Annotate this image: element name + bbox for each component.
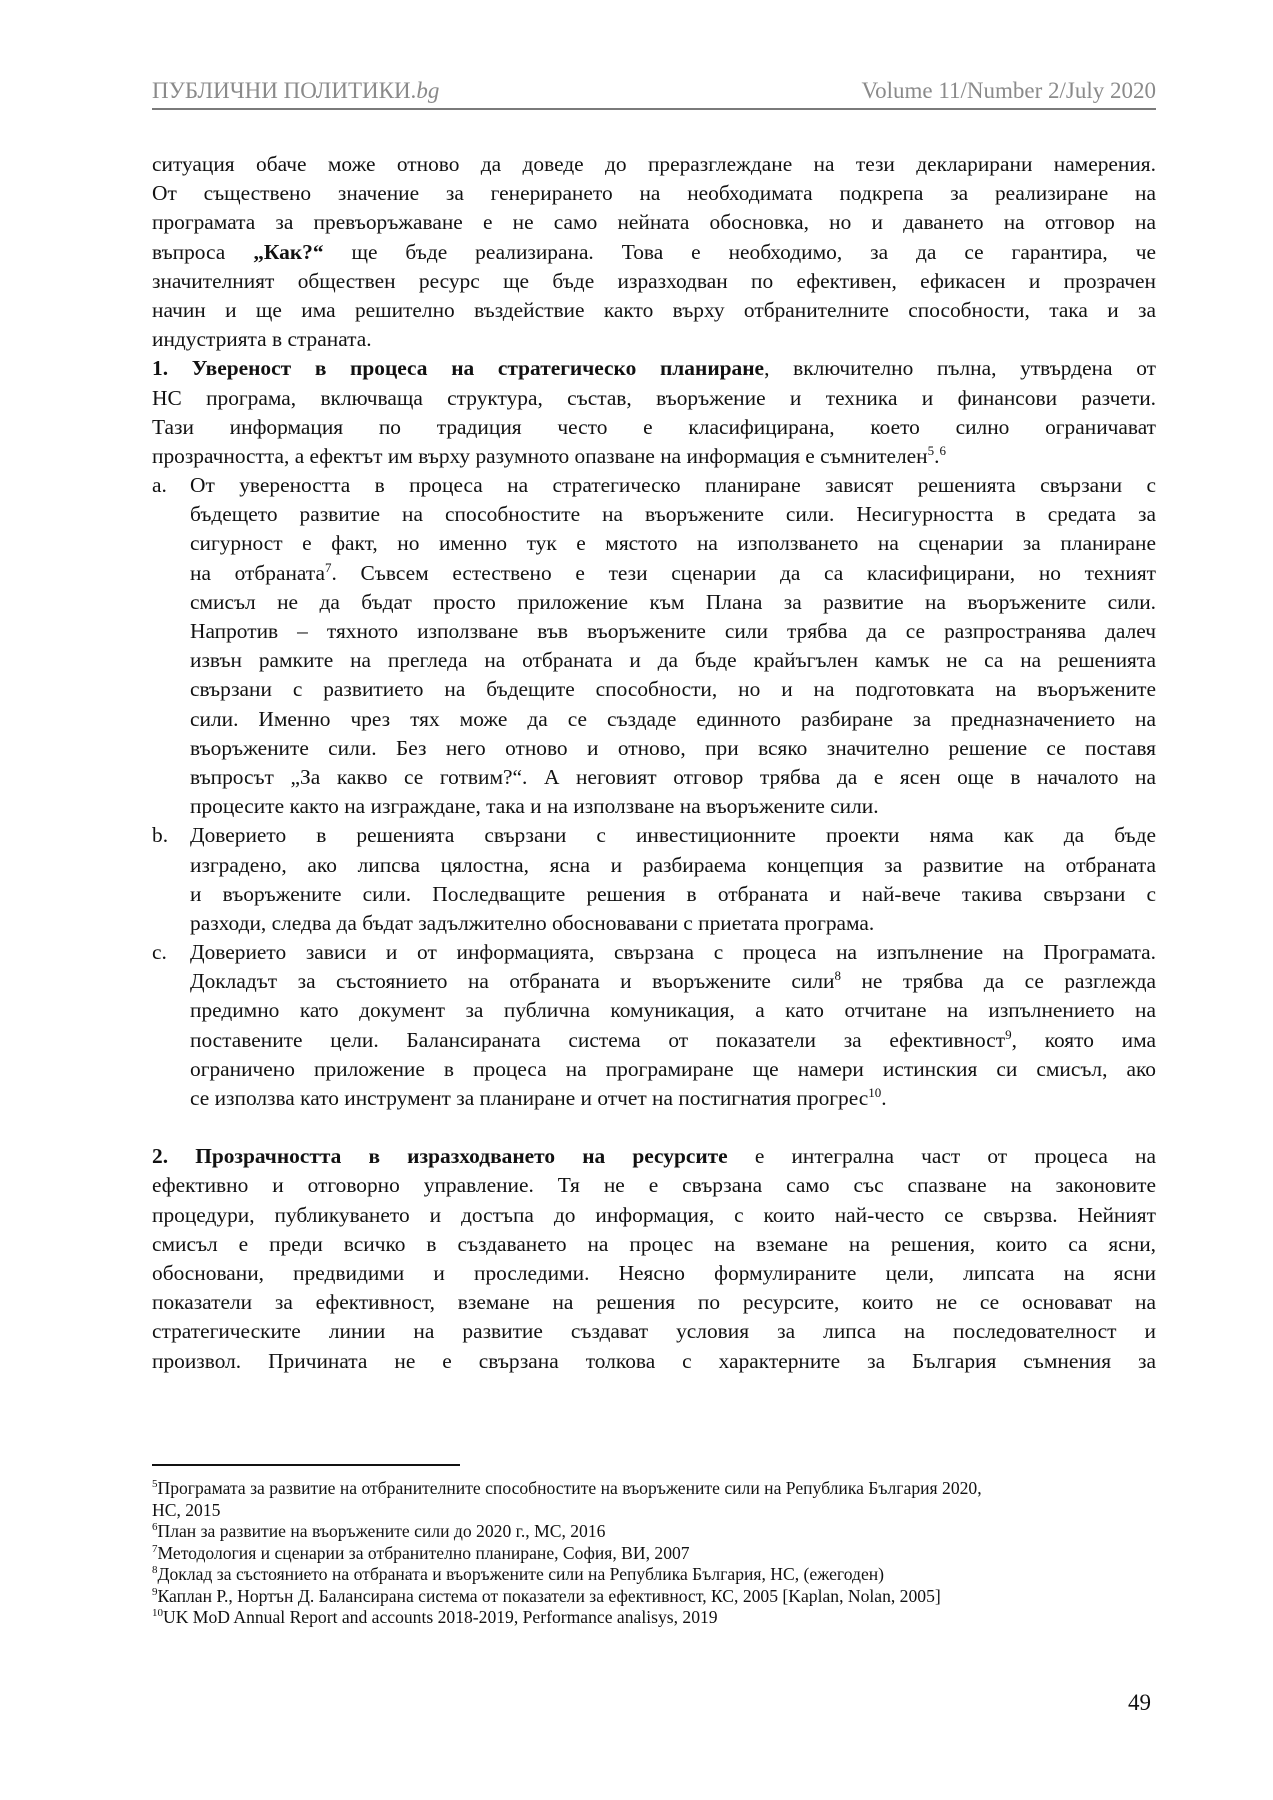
footnote-ref-7[interactable]: 7	[324, 559, 332, 575]
page-number: 49	[1128, 1690, 1151, 1715]
text-line: програмата за превъоръжаване е не само нейната обосновка, но и даването на отговор на	[152, 210, 1156, 235]
text-line: Докладът за състоянието на отбраната и въоръжените сили$^8$ не трябва да се разглежда	[190, 968, 1156, 994]
footnote-ref-10[interactable]: 10	[868, 1084, 882, 1100]
journal-title-suffix: bg	[416, 78, 440, 103]
text-line: на отбраната$^7$. Съвсем естествено е тези сценарии да са класифицирани, но техният	[190, 559, 1157, 585]
text-line: поставените цели. Балансираната система от показатели за ефективност$^9$, която има	[190, 1026, 1156, 1052]
footnote-9: $^9$Каплан Р., Нортън Д. Балансирана система от показатели за ефективност, КС, 2005 [Kaplan, Nolan, 2005]	[152, 1585, 941, 1606]
list-item-c	[152, 938, 1156, 1113]
text-line: свързани с развитието на бъдещите способности, но и на подготовката на въоръжените	[190, 677, 1156, 702]
text-line: Тази информация по традиция често е класифицирана, което силно ограничават	[152, 414, 1156, 439]
footnote-ref-9[interactable]: 9	[1005, 1026, 1012, 1042]
text-line: Напротив – тяхното използване във въоръжените сили трябва да се разпространява далеч	[190, 619, 1156, 643]
text-line: Доверието в решенията свързани с инвестиционните проекти няма как да бъде	[190, 823, 1156, 848]
footnote-10: $^{10}$UK MoD Annual Report and accounts 2018-2019, Performance analisys, 2019	[152, 1607, 718, 1627]
text-line: индустрията в страната.	[152, 327, 372, 352]
text-line: ефективно и отговорно управление. Тя не е свързана само със спазване на законовите	[152, 1173, 1156, 1198]
list-marker: b.	[152, 823, 169, 848]
journal-title: ПУБЛИЧНИ ПОЛИТИКИ.bg	[152, 78, 440, 103]
text-line: показатели за ефективност, вземане на решения по ресурсите, които не се основават на	[152, 1290, 1156, 1315]
footnote-7: $^7$Методология и сценарии за отбранително планиране, София, ВИ, 2007	[152, 1542, 690, 1563]
text-line: се използва като инструмент за планиране и отчет на постигнатия прогрес$^{10}$.	[190, 1084, 887, 1110]
text-line: обосновани, предвидими и проследими. Неясно формулираните цели, липсата на ясни	[152, 1260, 1156, 1285]
footnote-ref-5[interactable]: 5	[927, 442, 935, 458]
list-marker: c.	[152, 940, 167, 965]
text-line: процедури, публикуването и достъпа до информация, с които най-често се свързва. Нейният	[152, 1202, 1156, 1227]
list-marker: a.	[152, 473, 167, 498]
footnote-6: $^6$План за развитие на въоръжените сили до 2020 г., МС, 2016	[152, 1521, 606, 1541]
footnotes	[152, 1478, 1156, 1629]
footnote-5: $^5$Програмата за развитие на отбранителните способностите на въоръжените сили на Република България 2020,	[152, 1478, 982, 1498]
text-line: От увереността в процеса на стратегическо планиране зависят решенията свързани с	[190, 473, 1156, 498]
text-line: смисъл е преди всичко в създаването на процес на вземане на решения, които са ясни,	[152, 1231, 1156, 1256]
text-line: разходи, следва да бъдат задължително обосновавани с приетата програма.	[190, 910, 875, 935]
text-line: От съществено значение за генерирането на необходимата подкрепа за реализиране на	[152, 181, 1156, 206]
text-line: НС програма, включваща структура, състав, въоръжение и техника и финансови разчети.	[152, 385, 1156, 410]
section-1	[152, 354, 1156, 1113]
footnote-ref-8[interactable]: 8	[834, 968, 841, 984]
text-line: сигурност е факт, но именно тук е мястото на използването на сценарии за планиране	[190, 531, 1156, 556]
text-line: изградено, ако липсва цялостна, ясна и разбираема концепция за развитие на отбраната	[190, 852, 1156, 877]
footnote-8: $^8$Доклад за състоянието на отбраната и въоръжените сили на Република България, НС, (ежегоден)	[152, 1564, 885, 1584]
text-line: и въоръжените сили. Последващите решения в отбраната и най-вече такива свързани с	[190, 881, 1156, 906]
section-1-first-line: 1. Увереност в процеса на стратегическо планиране, включително пълна, утвърдена от	[152, 356, 1156, 381]
body-text	[152, 150, 1156, 1376]
text-line: стратегическите линии на развитие създават условия за липса на последователност и	[152, 1319, 1156, 1344]
list-item-b	[152, 821, 1156, 938]
section-2-heading: 2. Прозрачността в изразходването на ресурсите	[152, 1144, 728, 1169]
intro-paragraph	[152, 150, 1156, 354]
text-line: ограничено приложение в процеса на програмиране ще намери истинския си смисъл, ако	[190, 1056, 1156, 1081]
text-line: значителният обществен ресурс ще бъде изразходван по ефективен, ефикасен и прозрачен	[152, 268, 1156, 293]
footnote-5-continued: НС, 2015	[152, 1499, 221, 1520]
text-line: въпросът „За какво се готвим?“. А неговият отговор трябва да е ясен още в началото на	[190, 764, 1156, 789]
issue-info: Volume 11/Number 2/July 2020	[861, 78, 1156, 103]
section-2-first-line: 2. Прозрачността в изразходването на ресурсите е интегрална част от процеса на	[152, 1144, 1156, 1169]
footnote-separator	[152, 1464, 460, 1466]
text-line: произвол. Причината не е свързана толкова с характерните за България съмнения за	[152, 1348, 1156, 1373]
text-line: въоръжените сили. Без него отново и отново, при всяко значително решение се поставя	[190, 735, 1156, 760]
text-line: смисъл не да бъдат просто приложение към Плана за развитие на въоръжените сили.	[190, 589, 1156, 614]
text-line: процесите както на изграждане, така и на използване на въоръжените сили.	[190, 794, 879, 819]
text-line: извън рамките на прегледа на отбраната и да бъде крайъгълен камък не са на решенията	[190, 648, 1156, 673]
footnote-ref-6[interactable]: 6	[939, 442, 946, 458]
text-line: сили. Именно чрез тях може да се създаде единното разбиране за предназначението на	[190, 706, 1156, 731]
text-line: въпроса „Как?“ ще бъде реализирана. Това е необходимо, за да се гарантира, че	[152, 239, 1156, 264]
list-item-a	[152, 471, 1156, 821]
section-2	[152, 1142, 1156, 1376]
text-line: предимно като документ за публична комуникация, а като отчитане на изпълнението на	[190, 998, 1156, 1023]
running-header	[152, 78, 1156, 110]
emphasis-how: „Как?“	[253, 239, 324, 264]
text-line: Доверието зависи и от информацията, свързана с процеса на изпълнение на Програмата.	[190, 940, 1156, 965]
paragraph-gap	[152, 1113, 1156, 1142]
text-line: начин и ще има решително въздействие както върху отбранителните способности, така и за	[152, 297, 1156, 322]
text-line: прозрачността, а ефектът им върху разумното опазване на информация е съмнителен$^5$.$^6$	[152, 442, 946, 468]
text-line: ситуация обаче може отново да доведе до преразглеждане на тези декларирани намерения.	[152, 152, 1156, 176]
text-line: бъдещето развитие на способностите на въоръжените сили. Несигурността в средата за	[190, 502, 1156, 527]
section-1-heading: 1. Увереност в процеса на стратегическо планиране	[152, 356, 765, 381]
